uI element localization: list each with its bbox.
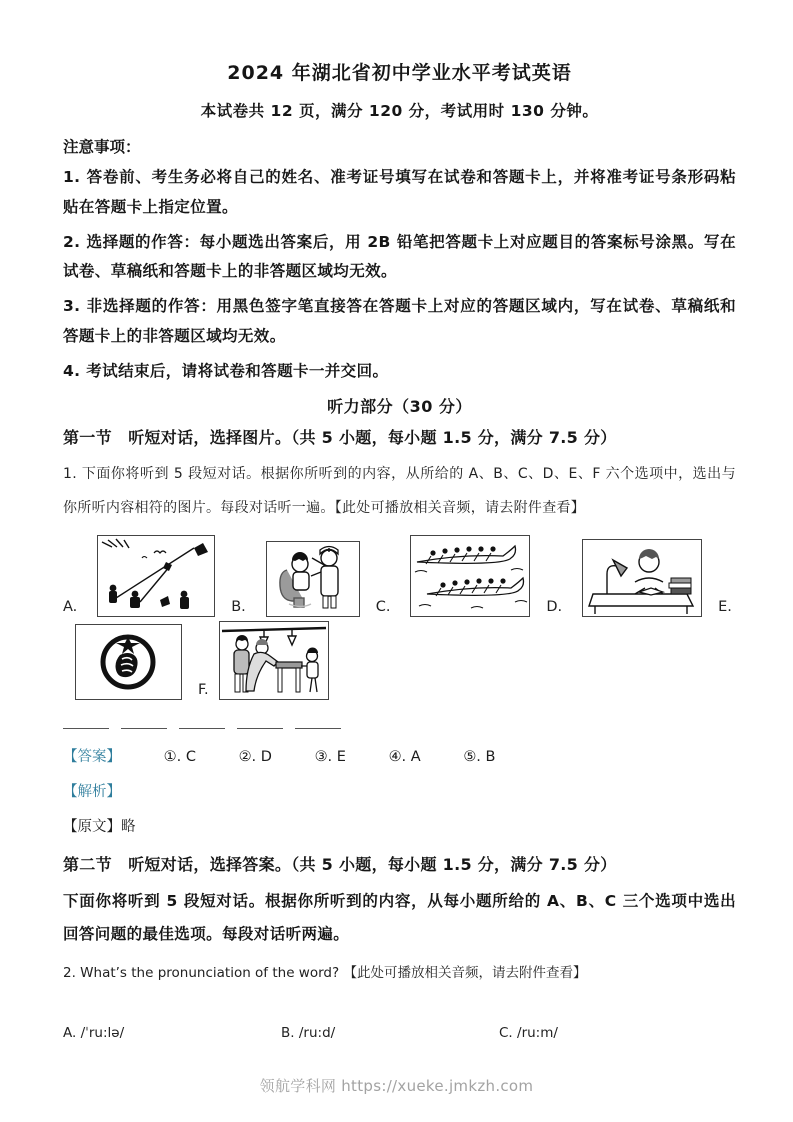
notes-heading: 注意事项： xyxy=(63,138,141,156)
picture-label-f: F. xyxy=(198,682,209,699)
analysis-tag: 【解析】 xyxy=(63,784,121,801)
section1-heading: 第一节 听短对话，选择图片。（共 5 小题，每小题 1.5 分，满分 7.5 分） xyxy=(63,428,617,448)
picture-options-row1 xyxy=(63,535,736,617)
question2-options xyxy=(63,1025,736,1041)
watermark-footer xyxy=(0,1075,793,1096)
watermark-link[interactable]: 领航学科网 https://xueke.jmkzh.com xyxy=(259,1077,534,1095)
picture-label-b: B. xyxy=(231,599,246,616)
answer-1: ①. C xyxy=(163,749,196,766)
option-c xyxy=(499,1025,558,1041)
paper-subtitle: 本试卷共 12 页，满分 120 分，考试用时 130 分钟。 xyxy=(200,102,599,120)
picture-option-b xyxy=(266,541,360,617)
bus-seat-illustration xyxy=(220,622,328,699)
section2-heading: 第二节 听短对话，选择答案。（共 5 小题，每小题 1.5 分，满分 7.5 分） xyxy=(63,855,617,875)
picture-option-a xyxy=(97,535,215,617)
note-item-2: 2. 选择题的作答：每小题选出答案后，用 2B 铅笔把答题卡上对应题目的答案标号涂黑。写在试卷、草稿纸和答题卡上的非答题区域均无效。 xyxy=(63,232,736,281)
option-a-label: A. xyxy=(63,1024,77,1041)
question1-text: 1. 下面你将听到 5 段短对话。根据你所听到的内容，从所给的 A、B、C、D、E、F 六个选项中，选出与你所听内容相符的图片。每段对话听一遍。【此处可播放相关音频，请去附件查看】 xyxy=(63,466,736,516)
picture-option-d xyxy=(582,539,702,617)
answer-3: ③. E xyxy=(314,749,346,766)
origin-text: 略 xyxy=(121,819,136,836)
page-title: 2024 年湖北省初中学业水平考试英语 xyxy=(227,62,572,84)
kites-illustration xyxy=(98,536,214,616)
option-b xyxy=(281,1025,499,1041)
option-b-label: B. xyxy=(281,1024,295,1041)
answer-blank-3[interactable] xyxy=(179,716,225,729)
answer-5: ⑤. B xyxy=(463,749,496,766)
note-item-1: 1. 答卷前、考生务必将自己的姓名、准考证号填写在试卷和答题卡上，并将准考证号条形码粘贴在答题卡上指定位置。 xyxy=(63,168,736,216)
dentist-illustration xyxy=(267,542,359,616)
option-b-text: /ru:d/ xyxy=(298,1024,336,1041)
option-a-text: /ˈru:lə/ xyxy=(80,1024,125,1041)
option-c-label: C. xyxy=(499,1024,513,1041)
answer-blank-4[interactable] xyxy=(237,716,283,729)
answer-2: ②. D xyxy=(238,749,272,766)
question2-text: 2. What’s the pronunciation of the word? 【此处可播放相关音频，请去附件查看】 xyxy=(63,964,587,981)
option-a xyxy=(63,1025,281,1041)
answer-blank-1[interactable] xyxy=(63,716,109,729)
dragon-boat-illustration xyxy=(411,536,529,616)
answer-line xyxy=(63,745,736,766)
answer-blank-5[interactable] xyxy=(295,716,341,729)
picture-label-a: A. xyxy=(63,599,78,616)
answer-tag: 【答案】 xyxy=(63,749,121,766)
picture-label-e: E. xyxy=(718,599,732,616)
section2-instructions: 下面你将听到 5 段短对话。根据你所听到的内容，从每小题所给的 A、B、C 三个选项中选出回答问题的最佳选项。每段对话听两遍。 xyxy=(63,892,736,943)
answer-blank-2[interactable] xyxy=(121,716,167,729)
picture-option-f xyxy=(219,621,329,700)
note-item-3: 3. 非选择题的作答：用黑色签字笔直接答在答题卡上对应的答题区域内，写在试卷、草稿纸和答题卡上的非答题区域均无效。 xyxy=(63,297,736,345)
origin-tag: 【原文】 xyxy=(63,819,121,836)
answer-4: ④. A xyxy=(388,749,421,766)
hand-emblem-icon xyxy=(76,625,181,699)
option-c-text: /ru:m/ xyxy=(517,1024,558,1041)
answer-blanks xyxy=(63,714,736,733)
picture-option-e xyxy=(75,624,182,700)
picture-options-row2 xyxy=(63,621,736,700)
analysis-line xyxy=(63,780,736,801)
picture-option-c xyxy=(410,535,530,617)
origin-line xyxy=(63,815,736,836)
listening-part-heading: 听力部分（30 分） xyxy=(327,397,472,417)
picture-label-c: C. xyxy=(375,599,391,616)
picture-label-d: D. xyxy=(546,599,563,616)
study-desk-illustration xyxy=(583,540,701,616)
note-item-4: 4. 考试结束后，请将试卷和答题卡一并交回。 xyxy=(63,361,389,380)
